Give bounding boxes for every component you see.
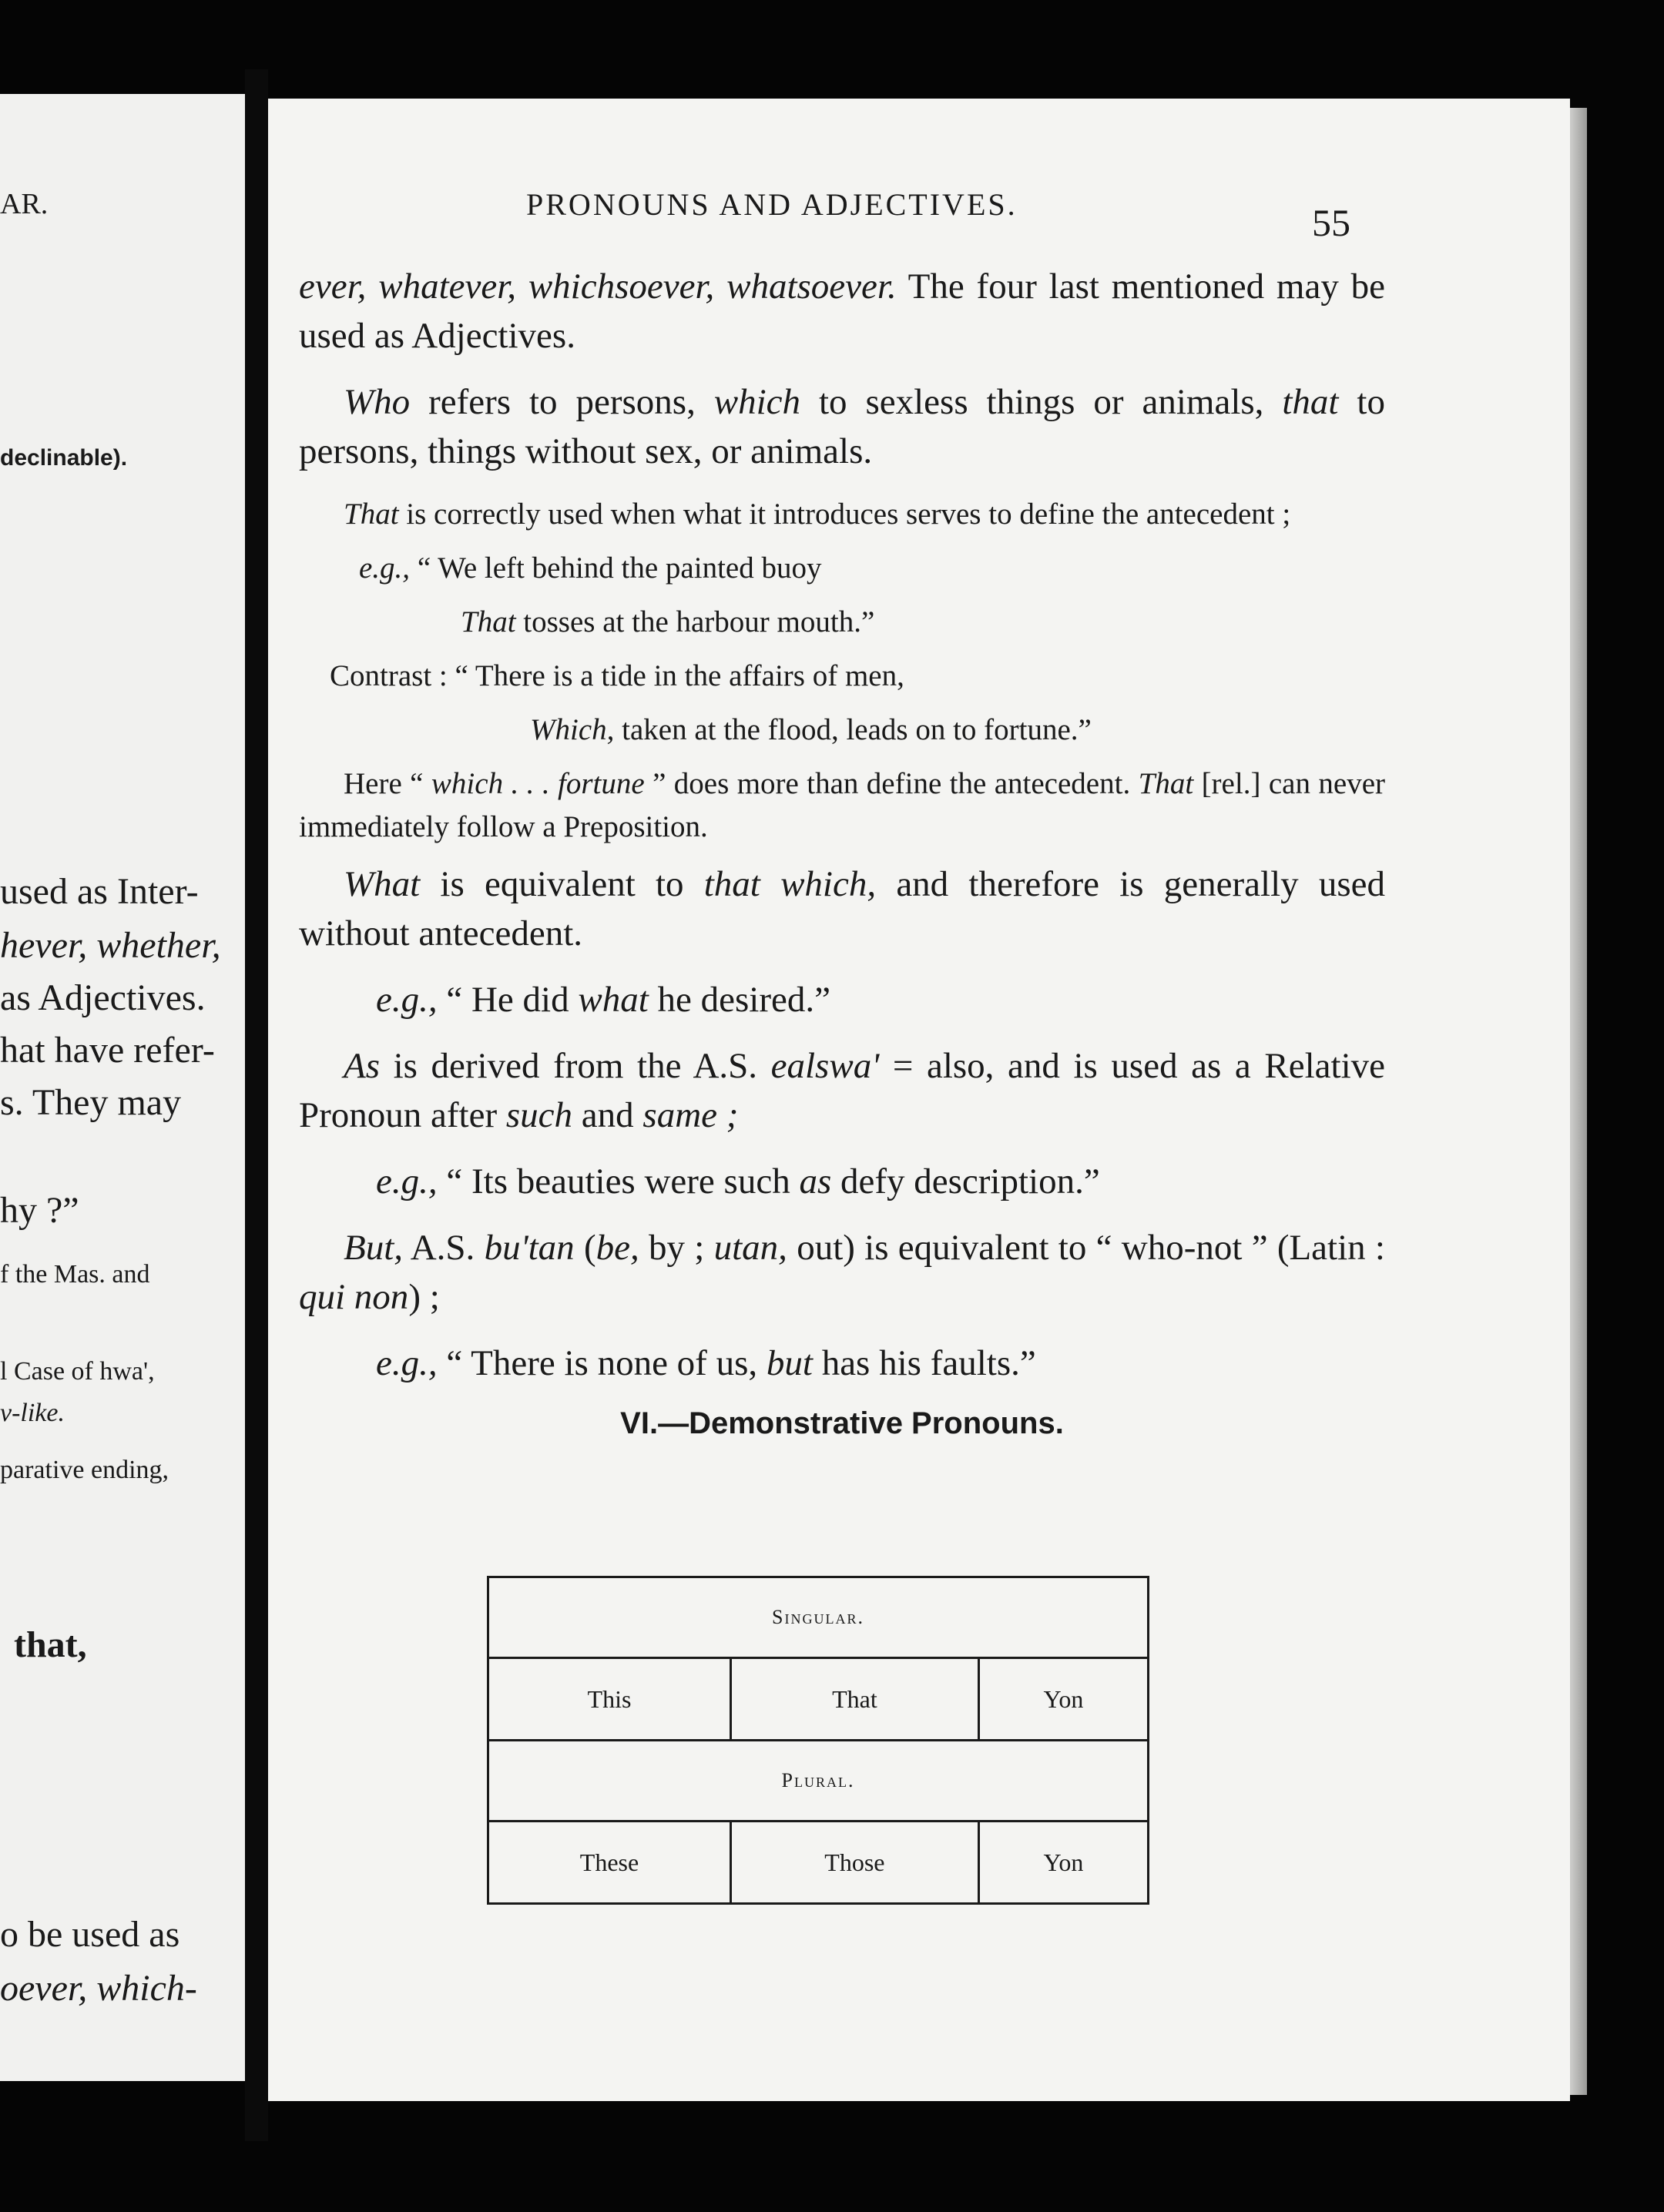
text-run: tosses at the harbour mouth.” xyxy=(515,605,875,638)
text-run: defy description.” xyxy=(831,1161,1100,1202)
paragraph-that-usage xyxy=(299,493,1385,536)
text-run: “ We left behind the painted buoy xyxy=(410,551,822,585)
table-cell: Yon xyxy=(978,1822,1148,1904)
left-fragment: s. They may xyxy=(0,1082,182,1123)
example-quote xyxy=(299,601,1385,644)
italic-term: Who xyxy=(344,382,411,422)
paragraph-but xyxy=(299,1223,1385,1322)
italic-term: That xyxy=(344,498,399,531)
italic-term: ealswa' xyxy=(770,1046,880,1086)
italic-term: That xyxy=(461,605,516,638)
italic-term: but xyxy=(766,1343,813,1383)
paragraph-what xyxy=(299,860,1385,958)
italic-term: which xyxy=(713,382,801,422)
example-quote xyxy=(299,655,1385,698)
text-run: = also, and is used as a Relative Pronoun after xyxy=(299,1046,1385,1135)
left-page xyxy=(0,94,245,2081)
book-gutter xyxy=(245,69,268,2141)
text-run: ” does more than define the antecedent. xyxy=(644,767,1139,800)
text-run: “ Its beauties were such xyxy=(437,1161,800,1202)
text-run: The four last mentioned may be used as Adjectives. xyxy=(299,266,1385,356)
example-quote xyxy=(299,547,1385,590)
italic-term: that xyxy=(1282,382,1339,422)
left-fragment: declinable). xyxy=(0,445,128,471)
text-run: Contrast : “ There is a tide in the affairs of men, xyxy=(330,659,904,692)
left-fragment: hat have refer- xyxy=(0,1030,215,1071)
text-run: has his faults.” xyxy=(812,1343,1036,1383)
table-header-singular: Singular. xyxy=(488,1577,1149,1658)
text-run: and xyxy=(572,1095,643,1135)
text-run: “ He did xyxy=(437,980,579,1020)
demonstrative-pronoun-table xyxy=(487,1576,1149,1905)
example-quote xyxy=(299,709,1385,752)
example-quote xyxy=(299,1157,1385,1206)
paragraph-as xyxy=(299,1041,1385,1140)
right-page xyxy=(268,99,1570,2101)
left-fragment: oever, which- xyxy=(0,1968,197,2009)
left-fragment: hever, whether, xyxy=(0,925,221,966)
table-cell: That xyxy=(730,1658,978,1741)
example-quote xyxy=(299,975,1385,1024)
italic-term: e.g., xyxy=(376,980,438,1020)
italic-term: Which, xyxy=(530,713,615,746)
table-row xyxy=(488,1822,1149,1904)
table-row xyxy=(488,1658,1149,1741)
text-run: refers to persons, xyxy=(410,382,714,422)
italic-term: such xyxy=(505,1095,573,1135)
text-run: to sexless things or animals, xyxy=(800,382,1283,422)
left-fragment: l Case of hwa', xyxy=(0,1357,155,1386)
left-running-head-fragment: AR. xyxy=(0,188,49,220)
left-fragment: o be used as xyxy=(0,1914,180,1955)
text-run: is derived from the A.S. xyxy=(380,1046,771,1086)
italic-term: ever, whatever, whichsoever, whatsoever. xyxy=(299,266,897,307)
left-fragment: that, xyxy=(14,1624,87,1665)
left-fragment: as Adjectives. xyxy=(0,977,206,1018)
running-head: PRONOUNS AND ADJECTIVES. xyxy=(526,187,1018,222)
text-run: taken at the flood, leads on to fortune.” xyxy=(614,713,1092,746)
text-run: he desired.” xyxy=(648,980,830,1020)
text-run: A.S. xyxy=(403,1228,485,1268)
italic-term: But, xyxy=(344,1228,404,1268)
italic-term: e.g., xyxy=(376,1161,438,1202)
italic-term: utan, xyxy=(713,1228,787,1268)
left-fragment: used as Inter- xyxy=(0,871,199,912)
text-run: ( xyxy=(574,1228,596,1268)
italic-term: e.g., xyxy=(359,551,411,585)
text-run: Here “ xyxy=(344,767,431,800)
left-fragment: hy ?” xyxy=(0,1190,79,1231)
italic-term: that which, xyxy=(703,864,877,904)
italic-term: e.g., xyxy=(376,1343,438,1383)
text-run: is equivalent to xyxy=(420,864,704,904)
left-fragment: f the Mas. and xyxy=(0,1260,150,1289)
paragraph-who-which-that xyxy=(299,377,1385,476)
page-number: 55 xyxy=(1312,201,1350,244)
table-cell: This xyxy=(488,1658,731,1741)
section-heading: VI.—Demonstrative Pronouns. xyxy=(620,1406,1064,1440)
table-row xyxy=(488,1577,1149,1658)
italic-term: What xyxy=(344,864,421,904)
text-run: “ There is none of us, xyxy=(437,1343,767,1383)
left-fragment: v-like. xyxy=(0,1399,65,1427)
paragraph-relative-compounds xyxy=(299,262,1385,360)
italic-term: bu'tan xyxy=(484,1228,575,1268)
italic-term: qui non xyxy=(299,1277,409,1317)
text-run: out) is equivalent to “ who-not ” (Latin : xyxy=(787,1228,1385,1268)
table-header-plural: Plural. xyxy=(488,1741,1149,1822)
text-run: and therefore is generally used without antecedent. xyxy=(299,864,1385,954)
italic-term: as xyxy=(799,1161,832,1202)
text-run: ) ; xyxy=(408,1277,440,1317)
italic-term: which . . . fortune xyxy=(431,767,645,800)
italic-term: what xyxy=(578,980,649,1020)
italic-term: That xyxy=(1138,767,1194,800)
text-run: by ; xyxy=(639,1228,714,1268)
italic-term: be, xyxy=(595,1228,639,1268)
table-row xyxy=(488,1741,1149,1822)
paragraph-which-fortune xyxy=(299,762,1385,849)
left-fragment: parative ending, xyxy=(0,1456,169,1484)
table-cell: Those xyxy=(730,1822,978,1904)
italic-term: same ; xyxy=(642,1095,739,1135)
text-run: to persons, things without sex, or animals. xyxy=(299,382,1385,471)
table-cell: These xyxy=(488,1822,731,1904)
table-cell: Yon xyxy=(978,1658,1148,1741)
body-text xyxy=(299,262,1385,1469)
text-run: [rel.] can never immediately follow a Preposition. xyxy=(299,767,1385,843)
italic-term: As xyxy=(344,1046,380,1086)
text-run: is correctly used when what it introduces serves to define the antecedent ; xyxy=(398,498,1291,531)
example-quote xyxy=(299,1339,1385,1388)
